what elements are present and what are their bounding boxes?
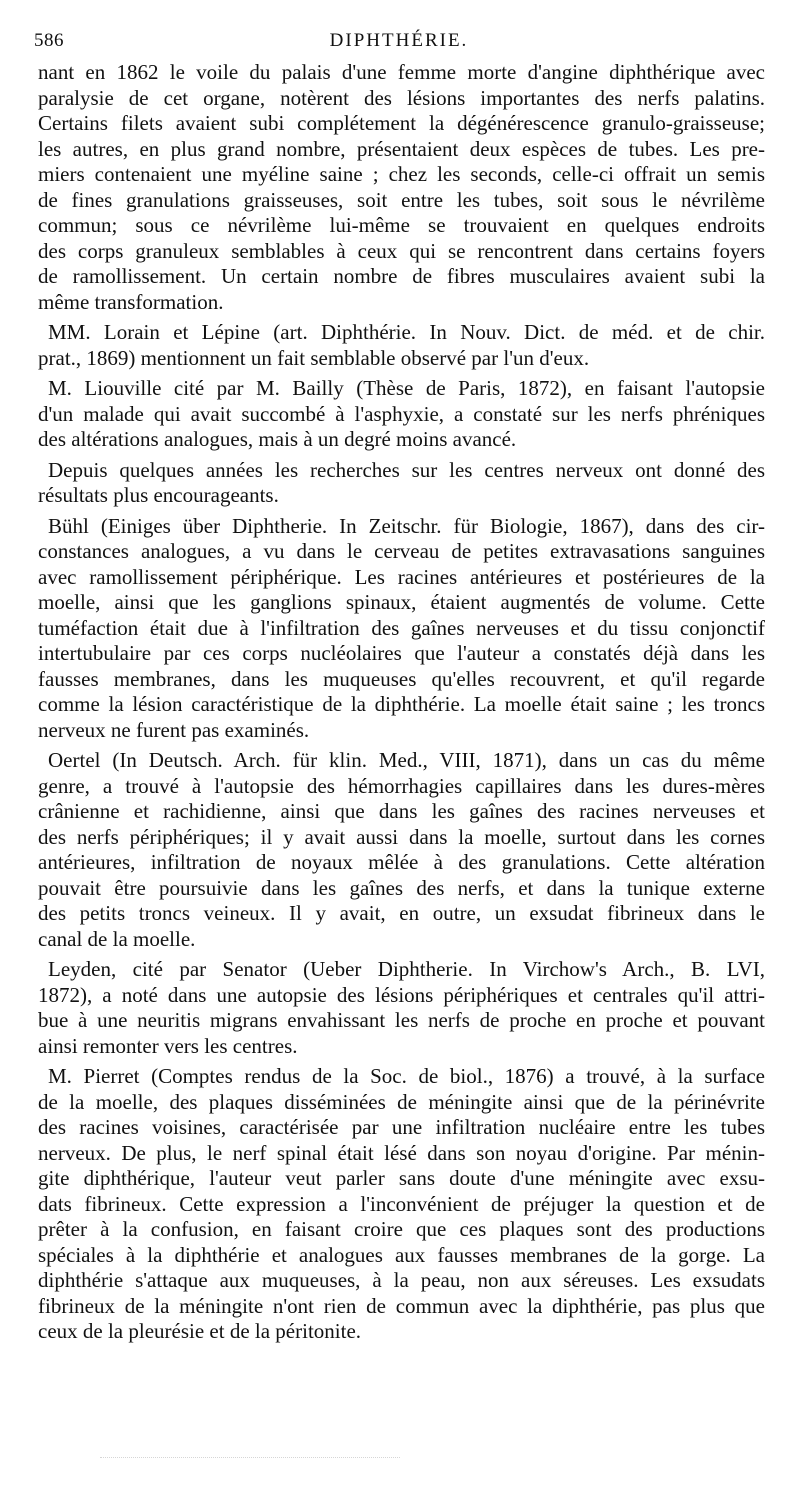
text-line: des racines voisines, caractérisée par une infiltration nucléaire entre les tubes [38,1115,765,1139]
paragraph [38,376,765,453]
paragraph [38,320,765,371]
text-line: même transformation. [38,289,224,314]
paragraph [38,60,765,315]
text-line: M. Liouville cité par M. Bailly (Thèse de Paris, 1872), en faisant l'autopsie [48,376,765,400]
text-line: constances analogues, a vu dans le cerveau de petites extravasations sanguines [38,539,765,563]
text-line: moelle, ainsi que les ganglions spinaux, étaient augmentés de volume. Cette [38,590,765,614]
text-line: des petits troncs veineux. Il y avait, en outre, un exsudat fibrineux dans le [38,901,765,925]
text-line: paralysie de cet organe, notèrent des lésions importantes des nerfs palatins. [38,85,765,110]
text-line: de la moelle, des plaques disséminées de méningite ainsi que de la périnévrite [38,1089,765,1114]
running-title: DIPHTHÉRIE. [329,30,469,51]
text-line: crânienne et rachidienne, ainsi que dans les gaînes des racines nerveuses et [38,799,765,823]
text-line: miers contenaient une myéline saine ; chez les seconds, celle-ci offrait un semis [38,162,765,186]
text-line: spéciales à la diphthérie et analogues aux fausses membranes de la gorge. La [38,1242,765,1267]
text-line: de ramollissement. Un certain nombre de fibres musculaires avaient subi la [38,264,765,288]
text-line: 1872), a noté dans une autopsie des lésions périphériques et centrales qu'il attri- [38,982,765,1007]
text-line: pouvait être poursuivie dans les gaînes des nerfs, et dans la tunique externe [38,875,765,900]
text-line: M. Pierret (Comptes rendus de la Soc. de biol., 1876) a trouvé, à la surface [48,1064,765,1088]
text-line: diphthérie s'attaque aux muqueuses, à la peau, non aux séreuses. Les exsudats [38,1268,765,1292]
text-line: les autres, en plus grand nombre, présentaient deux espèces de tubes. Les pre- [38,136,765,161]
text-line: nerveux ne furent pas examinés. [38,717,310,742]
text-line: Leyden, cité par Senator (Ueber Diphtherie. In Virchow's Arch., B. LVI, [48,957,765,981]
text-line: Depuis quelques années les recherches sur les centres nerveux ont donné des [48,457,765,482]
text-line: commun; sous ce névrilème lui-même se trouvaient en quelques endroits [38,213,765,237]
text-line: gite diphthérique, l'auteur veut parler sans doute d'une méningite avec exsu- [38,1166,765,1190]
text-line: antérieures, infiltration de noyaux mêlée à des granulations. Cette altération [38,850,765,874]
paragraph [38,514,765,744]
text-line: des corps granuleux semblables à ceux qui se rencontrent dans certains foyers [38,238,765,263]
text-line: ceux de la pleurésie et de la péritonite. [38,1319,362,1343]
text-line: nerveux. De plus, le nerf spinal était lésé dans son noyau d'origine. Par ménin- [38,1140,765,1165]
text-line: fausses membranes, dans les muqueuses qu'elles recouvrent, et qu'il regarde [38,666,765,691]
text-line: Oertel (In Deutsch. Arch. für klin. Med., VIII, 1871), dans un cas du même [48,748,765,772]
page-number: 586 [34,30,64,51]
text-line: d'un malade qui avait succombé à l'asphyxie, a constaté sur les nerfs phréniques [38,401,765,426]
text-line: ainsi remonter vers les centres. [38,1033,298,1058]
text-line: Certains filets avaient subi complétement la dégénérescence granulo-graisseuse; [38,111,765,135]
text-line: des altérations analogues, mais à un degré moins avancé. [38,427,517,451]
body-text [38,60,765,1345]
paragraph [38,1064,765,1345]
text-line: comme la lésion caractéristique de la diphthérie. La moelle était saine ; les troncs [38,692,765,716]
text-line: fibrineux de la méningite n'ont rien de commun avec la diphthérie, pas plus que [38,1293,765,1318]
text-line: tuméfaction était due à l'infiltration des gaînes nerveuses et du tissu conjonctif [38,615,765,640]
text-line: intertubulaire par ces corps nucléolaires que l'auteur a constatés déjà dans les [38,641,765,665]
text-line: canal de la moelle. [38,926,196,951]
text-line: MM. Lorain et Lépine (art. Diphthérie. In Nouv. Dict. de méd. et de chir. [48,320,765,344]
footer-rule [100,1451,400,1458]
text-line: résultats plus encourageants. [38,483,279,507]
paragraph [38,748,765,952]
text-line: de fines granulations graisseuses, soit entre les tubes, soit sous le névrilème [38,187,765,212]
text-line: nant en 1862 le voile du palais d'une femme morte d'angine diphthérique avec [38,60,765,84]
text-line: Bühl (Einiges über Diphtherie. In Zeitschr. für Biologie, 1867), dans des cir- [48,513,765,538]
paragraph [38,458,765,509]
paragraph [38,957,765,1059]
page-header [34,30,764,56]
text-line: prêter à la confusion, en faisant croire que ces plaques sont des productions [38,1217,765,1241]
text-line: genre, a trouvé à l'autopsie des hémorrhagies capillaires dans les dures-mères [38,773,765,798]
text-line: dats fibrineux. Cette expression a l'inconvénient de préjuger la question et de [38,1191,765,1216]
text-line: avec ramollissement périphérique. Les racines antérieures et postérieures de la [38,564,765,589]
text-line: des nerfs périphériques; il y avait aussi dans la moelle, surtout dans les cornes [38,824,765,849]
text-line: bue à une neuritis migrans envahissant les nerfs de proche en proche et pouvant [38,1008,765,1032]
text-line: prat., 1869) mentionnent un fait semblable observé par l'un d'eux. [38,345,590,370]
